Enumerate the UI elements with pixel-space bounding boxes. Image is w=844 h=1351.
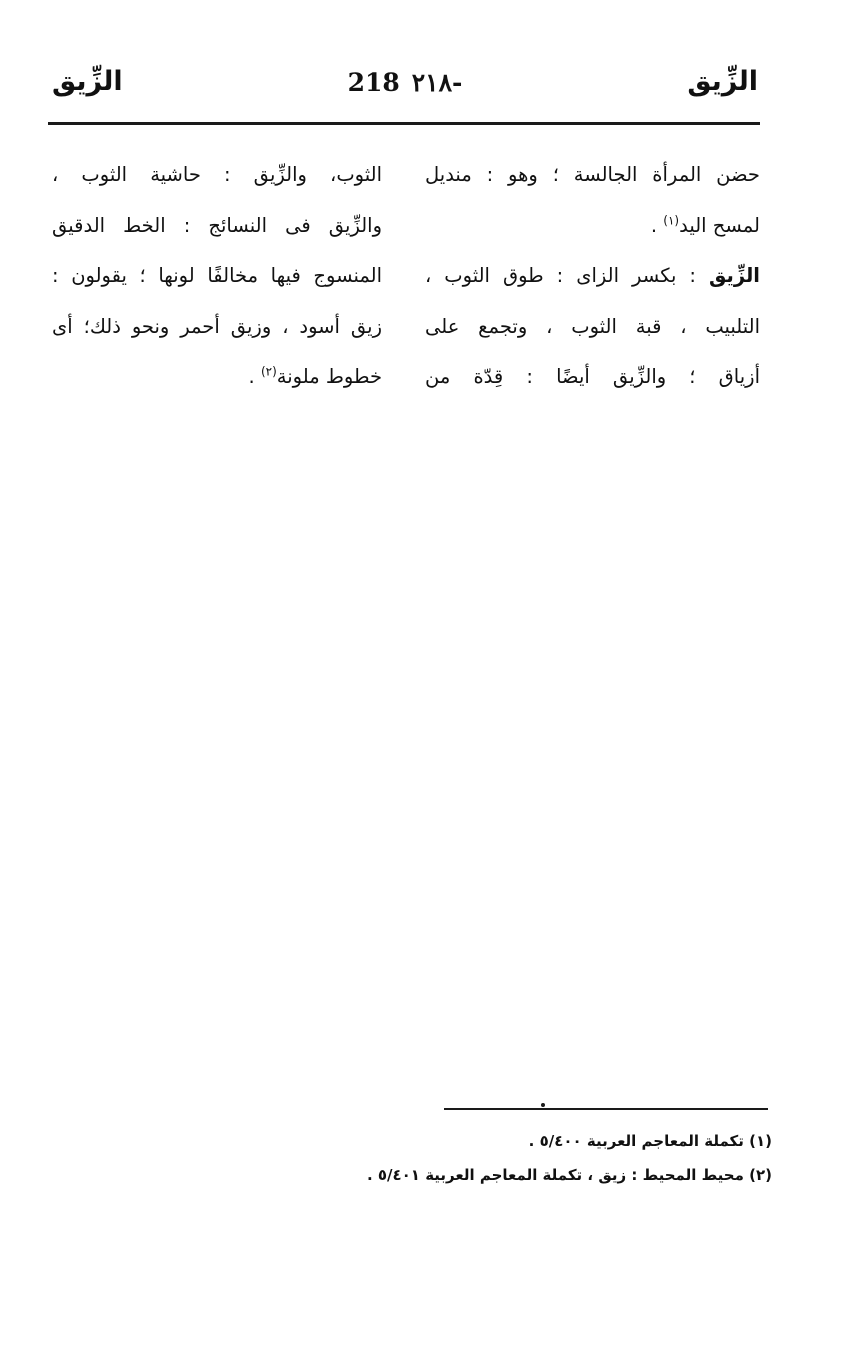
text-line: والزِّيق فى النسائج : الخط الدقيق — [52, 213, 382, 237]
text-line-content: لمسح اليد — [679, 213, 760, 237]
footnote-ref-1[interactable]: (١) — [663, 213, 680, 227]
text-line-content: خطوط ملونة — [276, 365, 382, 388]
text-column-right — [425, 150, 760, 403]
entry-line — [425, 251, 760, 302]
entry-headword: الزِّيق — [708, 264, 760, 287]
text-line: زيق أسود ، وزيق أحمر ونحو ذلك؛ أى — [52, 314, 382, 338]
footnote-ref-2[interactable]: (٢) — [260, 364, 277, 379]
footnote-rule — [444, 1108, 768, 1110]
footnote-rule-mark — [541, 1103, 545, 1107]
text-line: المنسوج فيها مخالفًا لونها ؛ يقولون : — [52, 264, 382, 287]
footnote-1: (١) تكملة المعاجم العربية ٥/٤٠٠ . — [528, 1132, 772, 1150]
text-line: أزياق ؛ والزِّيق أيضًا : قِدّة من — [425, 365, 760, 388]
page-header — [50, 62, 760, 118]
page-number — [50, 68, 760, 97]
text-column-left — [52, 150, 382, 403]
footnote-2: (٢) محيط المحيط : زيق ، تكملة المعاجم العربية ٥/٤٠١ . — [366, 1166, 772, 1184]
text-line — [425, 201, 760, 252]
entry-definition: : بكسر الزاى : طوق الثوب ، — [425, 264, 709, 287]
text-line-end: . — [650, 213, 664, 237]
page-number-latin: 218 — [347, 68, 400, 97]
text-line: التلبيب ، قبة الثوب ، وتجمع على — [425, 314, 760, 338]
text-line: حضن المرأة الجالسة ؛ وهو : منديل — [425, 163, 760, 186]
text-line: الثوب، والزِّيق : حاشية الثوب ، — [52, 163, 382, 186]
header-rule — [48, 122, 760, 125]
running-headword-left: الزِّيق — [52, 66, 123, 97]
page-number-arabic: ٢١٨- — [411, 68, 463, 97]
text-line — [52, 352, 382, 403]
footnotes — [352, 1124, 772, 1192]
running-headword-right: الزِّيق — [687, 66, 758, 97]
text-line-end: . — [248, 365, 261, 388]
